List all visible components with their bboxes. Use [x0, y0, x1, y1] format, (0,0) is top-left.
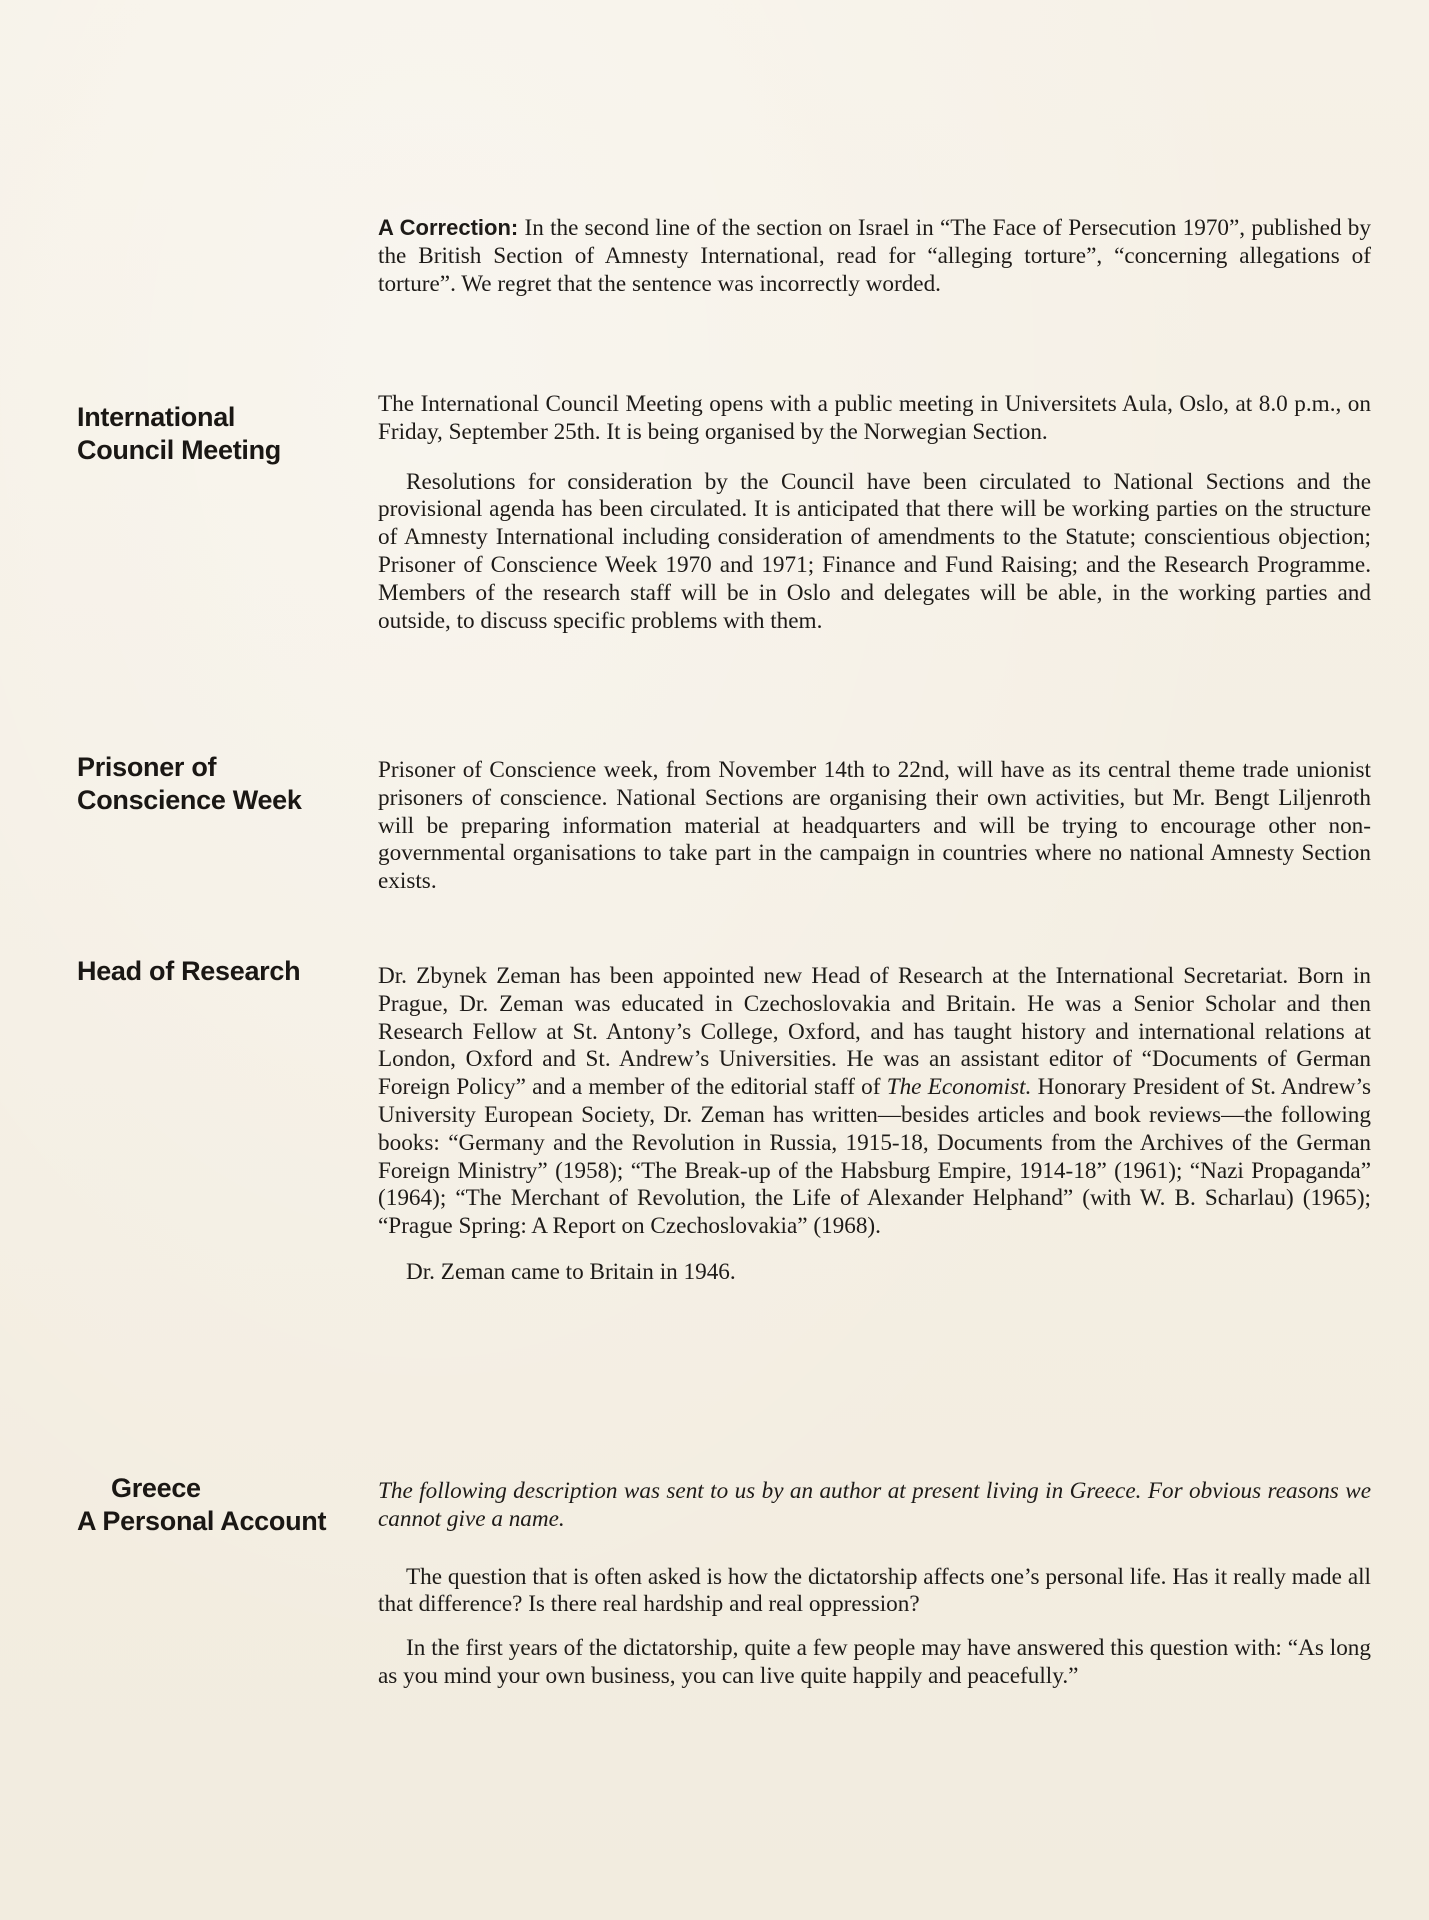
council-paragraph-2: Resolutions for consideration by the Council have been circulated to National Sections and the provisional agenda has been circulated. It is anticipated that there will be working parties on the structure of Amnesty International including consideration of amendments to the Statute; conscientious objection; Prisoner of Conscience Week 1970 and 1971; Finance and Fund Raising; and the Research Programme. Members of the research staff will be in Oslo and delegates will be able, in the working parties and outside, to discuss specific problems with them.	[378, 468, 1371, 634]
correction-section	[378, 214, 1371, 298]
correction-text: In the second line of the section on Israel in “The Face of Persecution 1970”, published by the British Section of Amnesty International, read for “alleging torture”, “concerning allegations of torture”. We regret that the sentence was incorrectly worded.	[378, 215, 1371, 297]
greece-paragraph-2: In the first years of the dictatorship, quite a few people may have answered this question with: “As long as you mind your own business, you can live quite happily and peacefully.”	[378, 1635, 1371, 1689]
correction-paragraph	[378, 214, 1371, 298]
council-paragraph-1: The International Council Meeting opens with a public meeting in Universitets Aula, Oslo, at 8.0 p.m., on Friday, September 25th. It is being organised by the Norwegian Section.	[378, 391, 1371, 445]
council-heading-line1: International	[77, 402, 236, 432]
research-paragraph-1-part-a: Dr. Zbynek Zeman has been appointed new Head of Research at the International Secretariat. Born in Prague, Dr. Zeman was educated in Czechoslovakia and Britain. He was a Senior Scholar and then Research Fellow at St. Antony’s College, Oxford, and has taught history and international relations at London, Oxford and St. Andrew’s Universities. He was an assistant editor of “Documents of German Foreign Policy” and a member of the editorial staff of	[378, 963, 1371, 1101]
research-paragraph-1-part-b: Honorary President of St. Andrew’s University European Society, Dr. Zeman has written—besides articles and book reviews—the following books: “Germany and the Revolution in Russia, 1915-18, Documents from the Archives of the German Foreign Ministry” (1958); “The Break-up of the Habsburg Empire, 1914-18” (1961); “Nazi Propaganda” (1964); “The Merchant of Revolution, the Life of Alexander Helphand” (with W. B. Scharlau) (1965); “Prague Spring: A Report on Czechoslovakia” (1968).	[378, 1074, 1371, 1240]
greece-heading-line1: Greece	[111, 1473, 201, 1503]
greece-paragraph-1: The question that is often asked is how the dictatorship affects one’s personal life. Has it really made all that difference? Is there real hardship and real oppression?	[378, 1563, 1371, 1618]
prisoner-week-heading	[77, 751, 377, 817]
prisoner-week-heading-line2: Conscience Week	[77, 785, 302, 815]
prisoner-week-paragraph: Prisoner of Conscience week, from November 14th to 22nd, will have as its central theme trade unionist prisoners of conscience. National Sections are organising their own activities, but Mr. Bengt Liljenroth will be preparing information material at headquarters and will be trying to encourage other non-governmental organisations to take part in the campaign in countries where no national Amnesty Section exists.	[378, 757, 1371, 895]
research-paragraph-1	[378, 963, 1371, 1241]
economist-title: The Economist.	[886, 1074, 1032, 1101]
prisoner-week-heading-line1: Prisoner of	[77, 752, 217, 782]
research-heading	[77, 955, 377, 988]
prisoner-week-section	[378, 757, 1371, 896]
research-section	[378, 963, 1371, 1287]
greece-heading	[77, 1472, 377, 1538]
greece-section	[378, 1478, 1371, 1691]
council-heading-line2: Council Meeting	[77, 435, 281, 465]
council-heading	[77, 401, 377, 467]
correction-label: A Correction:	[378, 215, 519, 240]
greece-intro: The following description was sent to us by an author at present living in Greece. For obvious reasons we cannot give a name.	[378, 1478, 1371, 1532]
greece-heading-line2: A Personal Account	[77, 1506, 327, 1536]
research-heading-text: Head of Research	[77, 956, 301, 986]
council-section	[378, 391, 1371, 635]
research-paragraph-2: Dr. Zeman came to Britain in 1946.	[406, 1258, 736, 1285]
